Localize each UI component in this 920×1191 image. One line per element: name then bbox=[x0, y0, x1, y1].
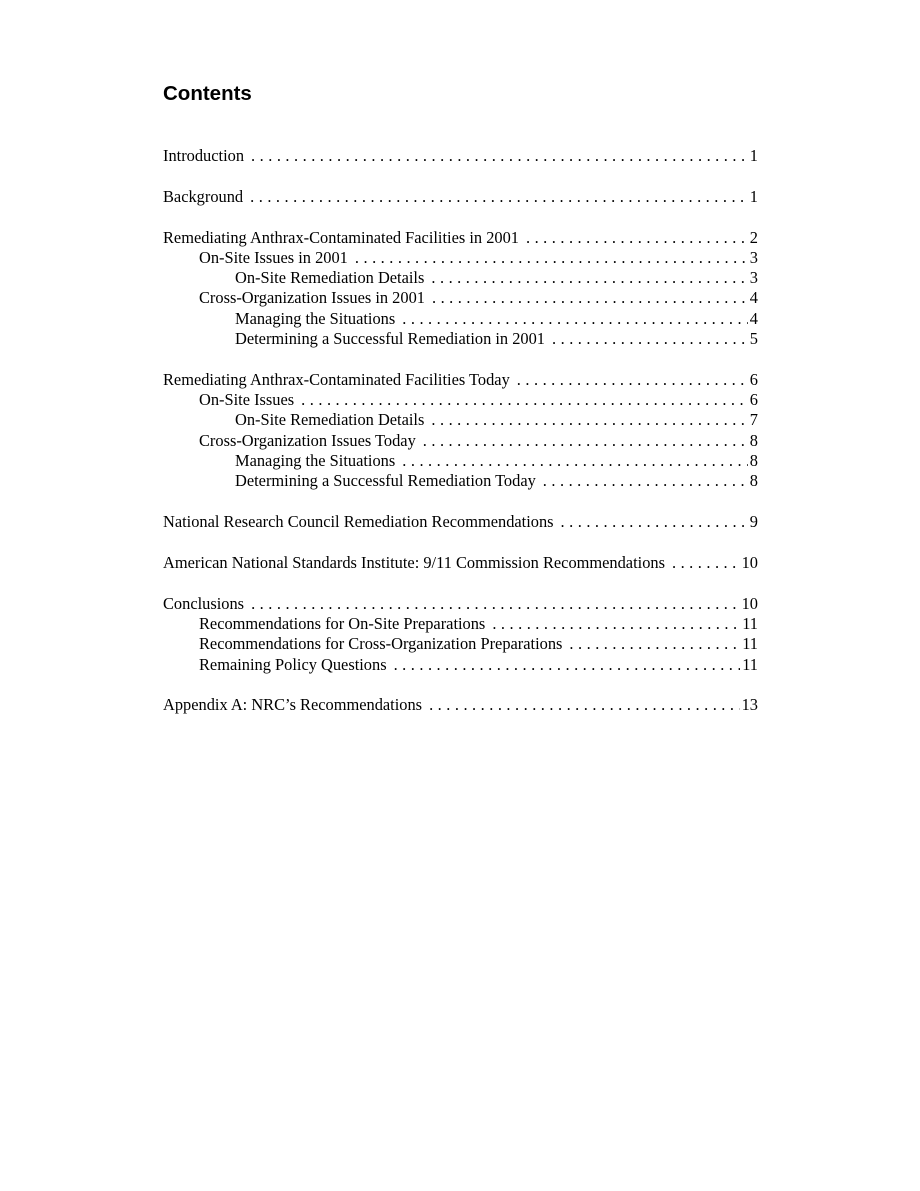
dot-leader bbox=[552, 329, 748, 349]
toc-entry-page-number: 13 bbox=[741, 695, 758, 715]
toc-entry[interactable] bbox=[163, 634, 758, 654]
toc-group bbox=[163, 146, 758, 166]
dot-leader bbox=[569, 634, 740, 654]
toc-entry-label: Remediating Anthrax-Contaminated Facilities in 2001 bbox=[163, 227, 519, 247]
toc-entry-page-number: 11 bbox=[742, 654, 758, 674]
toc-entry[interactable] bbox=[163, 329, 758, 349]
toc-entry[interactable] bbox=[163, 655, 758, 675]
toc-entry-label: Managing the Situations bbox=[235, 451, 396, 471]
toc-entry-label: Introduction bbox=[163, 146, 245, 165]
toc-entry[interactable] bbox=[163, 471, 758, 491]
toc-entry-page-number: 10 bbox=[741, 593, 758, 613]
toc-entry-page-number: 4 bbox=[749, 308, 758, 328]
toc-entry[interactable] bbox=[163, 288, 758, 308]
toc-entry-label: Conclusions bbox=[163, 593, 245, 613]
dot-leader bbox=[526, 228, 748, 248]
toc-entry-page-number: 3 bbox=[749, 268, 758, 288]
dot-leader bbox=[431, 410, 747, 430]
toc-entry[interactable] bbox=[163, 431, 758, 451]
dot-leader bbox=[672, 553, 740, 573]
dot-leader bbox=[251, 594, 740, 614]
toc-group bbox=[163, 187, 758, 207]
toc-entry-page-number: 11 bbox=[742, 614, 758, 634]
toc-entry[interactable] bbox=[163, 553, 758, 573]
toc-entry-page-number: 5 bbox=[749, 329, 758, 349]
toc-entry[interactable] bbox=[163, 309, 758, 329]
toc-entry[interactable] bbox=[163, 146, 758, 166]
toc-entry[interactable] bbox=[163, 594, 758, 614]
toc-entry-page-number: 9 bbox=[749, 512, 758, 532]
toc-entry[interactable] bbox=[163, 410, 758, 430]
dot-leader bbox=[423, 431, 748, 451]
dot-leader bbox=[402, 309, 748, 329]
toc-entry[interactable] bbox=[163, 695, 758, 715]
toc-group bbox=[163, 553, 758, 573]
toc-entry-label: On-Site Issues bbox=[199, 390, 295, 410]
dot-leader bbox=[492, 614, 740, 634]
toc-group bbox=[163, 594, 758, 675]
toc-entry-label: Cross-Organization Issues in 2001 bbox=[199, 288, 425, 308]
toc-entry-label: National Research Council Remediation Recommendations bbox=[163, 512, 554, 532]
toc-entry-page-number: 8 bbox=[749, 471, 758, 491]
dot-leader bbox=[394, 655, 741, 675]
page-title: Contents bbox=[163, 82, 252, 105]
toc-entry-page-number: 7 bbox=[749, 410, 758, 430]
toc-entry-page-number: 1 bbox=[749, 186, 758, 206]
toc-entry-label: American National Standards Institute: 9/11 Commission Recommendations bbox=[163, 552, 665, 572]
toc-entry-label: Cross-Organization Issues Today bbox=[199, 430, 416, 450]
toc-group bbox=[163, 228, 758, 350]
dot-leader bbox=[301, 390, 748, 410]
toc-entry-page-number: 10 bbox=[741, 552, 758, 572]
toc-entry-page-number: 4 bbox=[749, 288, 758, 308]
toc-entry[interactable] bbox=[163, 187, 758, 207]
toc-entry-page-number: 6 bbox=[749, 390, 758, 410]
dot-leader bbox=[432, 288, 748, 308]
dot-leader bbox=[429, 695, 740, 715]
dot-leader bbox=[402, 451, 748, 471]
toc-entry-label: Recommendations for Cross-Organization Preparations bbox=[199, 634, 563, 654]
toc-entry[interactable] bbox=[163, 451, 758, 471]
toc-entry-label: Determining a Successful Remediation in 2001 bbox=[235, 329, 545, 349]
toc-entry-page-number: 3 bbox=[749, 247, 758, 267]
dot-leader bbox=[355, 248, 748, 268]
toc-entry[interactable] bbox=[163, 614, 758, 634]
dot-leader bbox=[517, 370, 748, 390]
toc-entry-label: Remaining Policy Questions bbox=[199, 654, 387, 674]
toc-group bbox=[163, 695, 758, 715]
toc-entry[interactable] bbox=[163, 512, 758, 532]
toc-entry-page-number: 8 bbox=[749, 430, 758, 450]
toc-entry[interactable] bbox=[163, 268, 758, 288]
toc-group bbox=[163, 512, 758, 532]
toc-group bbox=[163, 370, 758, 492]
toc-entry[interactable] bbox=[163, 390, 758, 410]
toc-entry-label: On-Site Remediation Details bbox=[235, 268, 425, 288]
toc-entry-page-number: 11 bbox=[742, 634, 758, 654]
toc-entry-label: Remediating Anthrax-Contaminated Facilities Today bbox=[163, 369, 510, 389]
toc-entry-label: On-Site Issues in 2001 bbox=[199, 247, 348, 267]
toc-entry-label: Background bbox=[163, 186, 244, 206]
dot-leader bbox=[561, 512, 748, 532]
toc-entry[interactable] bbox=[163, 248, 758, 268]
toc-entry[interactable] bbox=[163, 228, 758, 248]
toc-entry-label: Recommendations for On-Site Preparations bbox=[199, 614, 486, 634]
toc-entry[interactable] bbox=[163, 370, 758, 390]
toc-entry-label: Appendix A: NRC’s Recommendations bbox=[163, 695, 423, 715]
toc-entry-page-number: 2 bbox=[749, 227, 758, 247]
toc-entry-page-number: 6 bbox=[749, 369, 758, 389]
toc-entry-label: Managing the Situations bbox=[235, 308, 396, 328]
dot-leader bbox=[251, 146, 748, 166]
dot-leader bbox=[431, 268, 747, 288]
toc-entry-label: On-Site Remediation Details bbox=[235, 410, 425, 430]
toc-entry-label: Determining a Successful Remediation Today bbox=[235, 471, 536, 491]
table-of-contents bbox=[163, 146, 758, 736]
toc-entry-page-number: 1 bbox=[749, 146, 758, 165]
dot-leader bbox=[250, 187, 748, 207]
dot-leader bbox=[543, 471, 748, 491]
toc-entry-page-number: 8 bbox=[749, 451, 758, 471]
